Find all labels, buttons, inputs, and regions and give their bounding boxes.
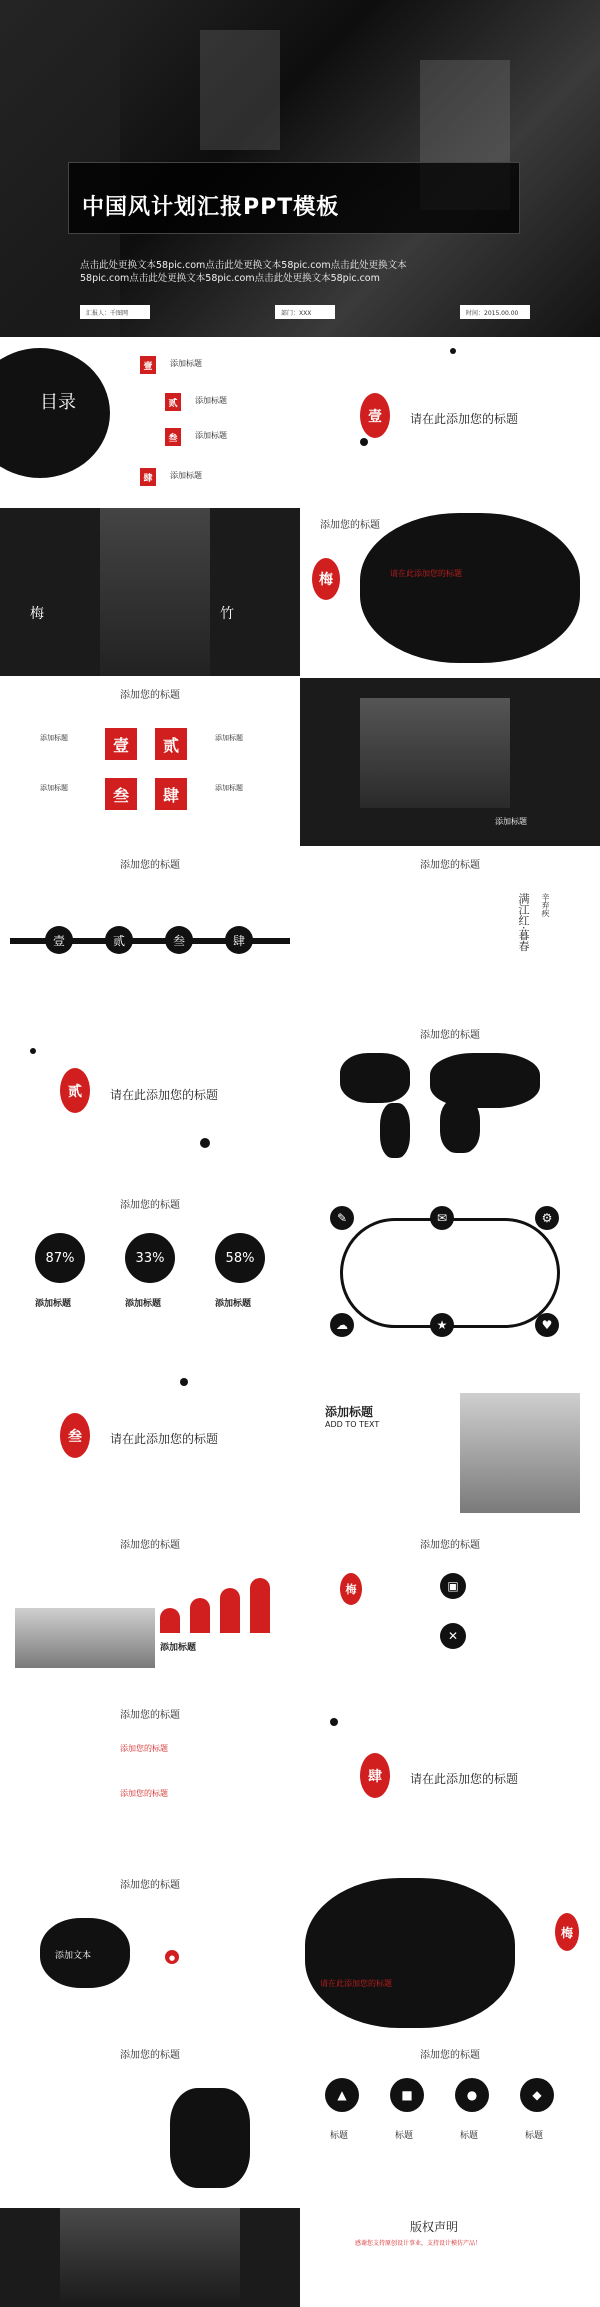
seal: 梅 xyxy=(340,1573,362,1605)
slide-title: 添加您的标题 xyxy=(120,690,180,701)
slide-section-1 xyxy=(300,338,600,506)
red-heading-2: 添加您的标题 xyxy=(120,1789,168,1798)
slide-title: 添加您的标题 xyxy=(420,2050,480,2061)
copyright-title: 版权声明 xyxy=(410,2220,459,2234)
photo-grid xyxy=(460,1393,580,1513)
section-title-3: 请在此添加您的标题 xyxy=(110,1432,219,1446)
toc-item-4: 添加标题 xyxy=(170,471,202,480)
section-title-4: 请在此添加您的标题 xyxy=(410,1772,519,1786)
bar-1 xyxy=(160,1608,180,1633)
time-label: 时间：2015.00.00 xyxy=(460,305,530,319)
bamboo-label: 竹 xyxy=(220,606,234,622)
red-heading: 请在此添加您的标题 xyxy=(320,1979,392,1988)
slide-add-to-text xyxy=(300,1358,600,1526)
loop-icon-4: ☁ xyxy=(330,1313,354,1337)
tools-icon: ✕ xyxy=(440,1623,466,1649)
add-to-text: ADD TO TEXT xyxy=(325,1420,380,1429)
slide-icon-loop xyxy=(300,1188,600,1356)
slide-copyright xyxy=(300,2208,600,2307)
slide-orchid xyxy=(0,1698,300,1866)
slide-end-photo xyxy=(0,2208,300,2307)
bar-title: 添加标题 xyxy=(160,1643,197,1653)
map-south-america xyxy=(380,1103,410,1158)
slide-title: 添加您的标题 xyxy=(320,520,380,531)
add-title-left-1: 添加标题 xyxy=(40,734,68,742)
dept-label: 部门：XXX xyxy=(275,305,335,319)
loop-icon-5: ★ xyxy=(430,1313,454,1337)
toc-item-2: 添加标题 xyxy=(195,396,227,405)
add-title-right-2: 添加标题 xyxy=(215,784,243,792)
slide-seal-icons xyxy=(300,1528,600,1696)
pct-circle-2: 33% xyxy=(125,1233,175,1283)
map-americas xyxy=(340,1053,410,1103)
slide-title: 添加您的标题 xyxy=(120,1200,180,1211)
reporter-label: 汇报人：千图网 xyxy=(80,305,150,319)
slide-title: 添加您的标题 xyxy=(120,1540,180,1551)
plum-photo xyxy=(15,1608,155,1668)
copyright-subtitle: 感谢您支持原创设计事业，支持设计模仿产品！ xyxy=(355,2240,482,2247)
slide-title: 添加您的标题 xyxy=(420,1540,480,1551)
seal-chapter-2: 贰 xyxy=(155,728,187,760)
slide-toc xyxy=(0,338,300,506)
ink-dot xyxy=(450,348,456,354)
node-1: 壹 xyxy=(45,926,73,954)
seal-chapter-4: 肆 xyxy=(360,1753,390,1798)
seal-chapter-1: 壹 xyxy=(360,393,390,438)
seal: 梅 xyxy=(555,1913,579,1951)
label-4: 标题 xyxy=(525,2131,544,2141)
seal-chapter-2: 贰 xyxy=(165,393,181,411)
ink-tree xyxy=(170,2088,250,2188)
slide-title: 添加您的标题 xyxy=(120,1880,180,1891)
slide-percentages xyxy=(0,1188,300,1356)
section-title-2: 请在此添加您的标题 xyxy=(110,1088,219,1102)
slide-process xyxy=(0,1868,300,2036)
bar-2 xyxy=(190,1598,210,1633)
loop-path xyxy=(340,1218,560,1328)
seal-chapter-3: 叁 xyxy=(165,428,181,446)
loop-icon-1: ✎ xyxy=(330,1206,354,1230)
add-text-label: 添加文本 xyxy=(55,1951,92,1961)
icon-4: ◆ xyxy=(520,2078,554,2112)
bg-photo xyxy=(60,2208,240,2307)
slide-section-3 xyxy=(0,1358,300,1526)
loop-icon-6: ♥ xyxy=(535,1313,559,1337)
add-title-left-2: 添加标题 xyxy=(40,784,68,792)
bar-4 xyxy=(250,1578,270,1633)
slide-world-map xyxy=(300,1018,600,1186)
ink-blob xyxy=(305,1878,515,2028)
icon-2: ■ xyxy=(390,2078,424,2112)
pct-label-2: 添加标题 xyxy=(125,1299,162,1309)
slide-title: 添加您的标题 xyxy=(120,2050,180,2061)
hero-bg-object xyxy=(200,30,280,150)
slide-title: 添加您的标题 xyxy=(120,1710,180,1721)
ink-dot xyxy=(360,438,368,446)
ink-dot xyxy=(330,1718,338,1726)
loop-icon-3: ⚙ xyxy=(535,1206,559,1230)
bg-photo xyxy=(360,698,510,808)
slide-poem xyxy=(300,848,600,1016)
pct-circle-3: 58% xyxy=(215,1233,265,1283)
label-2: 标题 xyxy=(395,2131,414,2141)
ink-dot xyxy=(180,1378,188,1386)
bar-3 xyxy=(220,1588,240,1633)
slide-title: 添加标题 xyxy=(495,817,527,826)
slide-ink-blob-2 xyxy=(300,1868,600,2036)
seal-chapter-3: 叁 xyxy=(105,778,137,810)
label-3: 标题 xyxy=(460,2131,479,2141)
seal-chapter-1: 壹 xyxy=(140,356,156,374)
hero-title: 中国风计划汇报PPT模板 xyxy=(82,195,340,220)
slide-title: 添加您的标题 xyxy=(120,860,180,871)
slide-section-2 xyxy=(0,1018,300,1186)
red-heading-1: 添加您的标题 xyxy=(120,1744,168,1753)
ink-dot xyxy=(200,1138,210,1148)
label-1: 标题 xyxy=(330,2131,349,2141)
seal-chapter-2: 贰 xyxy=(60,1068,90,1113)
toc-item-3: 添加标题 xyxy=(195,431,227,440)
toc-item-1: 添加标题 xyxy=(170,359,202,368)
icon-1: ▲ xyxy=(325,2078,359,2112)
poem-title: 满江红·暮春 xyxy=(517,893,530,952)
hero-subtitle: 点击此处更换文本58pic.com点击此处更换文本58pic.com点击此处更换文本58pic.com点击此处更换文本58pic.com点击此处更换文本58pic.com xyxy=(80,260,407,284)
seal-chapter-4: 肆 xyxy=(140,468,156,486)
slide-four-seals xyxy=(0,678,300,846)
toc-title: 目录 xyxy=(40,392,76,413)
slide-photo-dark xyxy=(300,678,600,846)
slide-ink-blob xyxy=(300,508,600,676)
pct-circle-1: 87% xyxy=(35,1233,85,1283)
red-heading: 请在此添加您的标题 xyxy=(390,569,462,578)
ink-blob xyxy=(360,513,580,663)
slide-section-4 xyxy=(300,1698,600,1866)
node-3: 叁 xyxy=(165,926,193,954)
poem-author: 辛弃疾 xyxy=(541,893,550,917)
seal-chapter-4: 肆 xyxy=(155,778,187,810)
add-title-right-1: 添加标题 xyxy=(215,734,243,742)
slide-timeline xyxy=(0,848,300,1016)
pct-label-1: 添加标题 xyxy=(35,1299,72,1309)
hero-slide xyxy=(0,0,600,337)
loop-icon-2: ✉ xyxy=(430,1206,454,1230)
slide-bar-chart xyxy=(0,1528,300,1696)
red-node: ● xyxy=(165,1950,179,1964)
slide-tree xyxy=(0,2038,300,2206)
seal-chapter-1: 壹 xyxy=(105,728,137,760)
plum-label: 梅 xyxy=(30,606,44,622)
slide-title: 添加您的标题 xyxy=(420,860,480,871)
node-2: 贰 xyxy=(105,926,133,954)
bg-photo xyxy=(100,508,210,676)
slide-title: 添加您的标题 xyxy=(420,1030,480,1041)
map-eurasia xyxy=(430,1053,540,1108)
pct-label-3: 添加标题 xyxy=(215,1299,252,1309)
ink-dot xyxy=(30,1048,36,1054)
icon-3: ● xyxy=(455,2078,489,2112)
monitor-icon: ▣ xyxy=(440,1573,466,1599)
section-title-1: 请在此添加您的标题 xyxy=(410,412,519,426)
map-africa xyxy=(440,1098,480,1153)
seal: 梅 xyxy=(312,558,340,600)
add-title-heading: 添加标题 xyxy=(325,1405,374,1419)
slide-four-icons xyxy=(300,2038,600,2206)
seal-chapter-3: 叁 xyxy=(60,1413,90,1458)
slide-plum-bamboo xyxy=(0,508,300,676)
node-4: 肆 xyxy=(225,926,253,954)
